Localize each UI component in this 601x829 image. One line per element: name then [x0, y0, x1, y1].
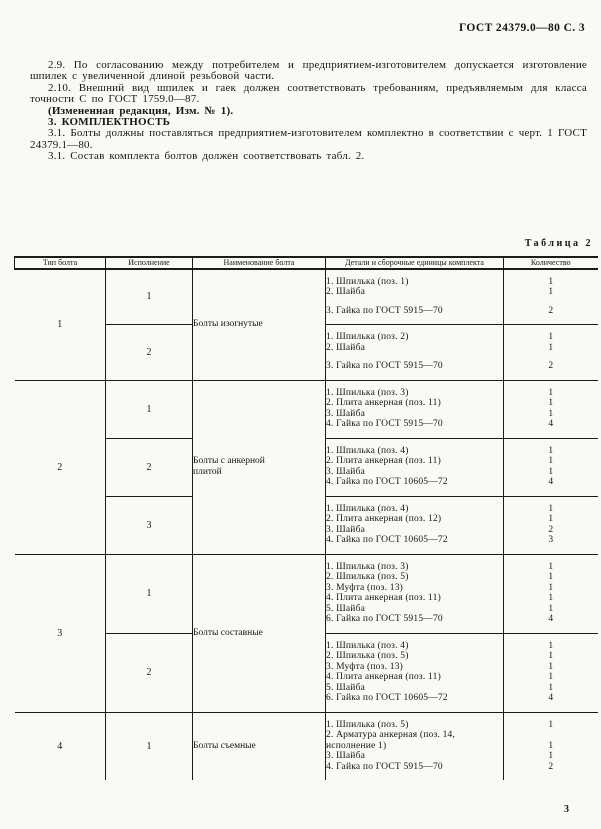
component-item: 3. Шайба — [326, 751, 504, 762]
quantity: 1 — [504, 343, 598, 354]
quantity: 1 — [504, 604, 598, 615]
quantity: 1 — [504, 651, 598, 662]
component-item: 6. Гайка по ГОСТ 10605—72 — [326, 693, 504, 712]
quantity: 1 — [504, 514, 598, 525]
execution-cell: 2 — [106, 438, 193, 496]
col-header-quantity: Количество — [504, 257, 598, 269]
component-item: 3. Муфта (поз. 13) — [326, 662, 504, 673]
component-item: 3. Муфта (поз. 13) — [326, 583, 504, 594]
quantity: 4 — [504, 419, 598, 438]
quantity: 1 — [504, 398, 598, 409]
component-item: 1. Шпилька (поз. 3) — [326, 554, 504, 572]
quantity: 1 — [504, 409, 598, 420]
component-item: 4. Гайка по ГОСТ 10605—72 — [326, 535, 504, 554]
quantity: 1 — [504, 730, 598, 751]
col-header-type: Тип болта — [15, 257, 106, 269]
quantity: 1 — [504, 712, 598, 730]
component-item: 4. Гайка по ГОСТ 5915—70 — [326, 419, 504, 438]
col-header-components: Детали и сборочные единицы комплекта — [326, 257, 504, 269]
body-text — [30, 60, 587, 163]
component-item: 1. Шпилька (поз. 5) — [326, 712, 504, 730]
component-item: 1. Шпилька (поз. 4) — [326, 496, 504, 514]
execution-cell: 2 — [106, 633, 193, 712]
component-item: 5. Шайба — [326, 683, 504, 694]
component-item: 1. Шпилька (поз. 2) — [326, 325, 504, 343]
col-header-execution: Исполнение — [106, 257, 193, 269]
component-item: 3. Шайба — [326, 467, 504, 478]
quantity: 4 — [504, 614, 598, 633]
component-item: 2. Шпилька (поз. 5) — [326, 572, 504, 583]
table-row — [15, 269, 598, 288]
execution-cell: 1 — [106, 712, 193, 780]
col-header-bolt-name: Наименование болта — [193, 257, 326, 269]
quantity: 3 — [504, 535, 598, 554]
execution-cell: 1 — [106, 380, 193, 438]
component-item: 1. Шпилька (поз. 4) — [326, 438, 504, 456]
quantity: 2 — [504, 525, 598, 536]
component-item: 2. Шайба — [326, 343, 504, 354]
bolt-name-cell: Болты составные — [193, 554, 326, 712]
component-item: 3. Шайба — [326, 525, 504, 536]
quantity: 1 — [504, 438, 598, 456]
type-cell: 2 — [15, 380, 106, 554]
header-row — [15, 257, 598, 269]
quantity: 1 — [504, 287, 598, 298]
type-cell: 1 — [15, 269, 106, 381]
quantity: 1 — [504, 662, 598, 673]
component-item: 4. Плита анкерная (поз. 11) — [326, 593, 504, 604]
quantity: 1 — [504, 751, 598, 762]
component-item: 4. Плита анкерная (поз. 11) — [326, 672, 504, 683]
component-item: 1. Шпилька (поз. 4) — [326, 633, 504, 651]
paragraph-2-9: 2.9. По согласованию между потребителем и предприятием-изготовителем допускается изготовление шпилек с увеличенной длиной резьбовой части. — [30, 59, 587, 83]
quantity: 2 — [504, 353, 598, 380]
components-table — [14, 256, 598, 780]
paragraph-2-10: 2.10. Внешний вид шпилек и гаек должен соответствовать требованиям, предъявляемым для класса точности С по ГОСТ 1759.0—87. — [30, 81, 587, 106]
gost-header: ГОСТ 24379.0—80 С. 3 — [458, 22, 585, 34]
quantity: 2 — [504, 298, 598, 325]
bolt-name-cell: Болты изогнутые — [193, 269, 326, 381]
bolt-name-cell: Болты съемные — [193, 712, 326, 780]
quantity: 2 — [504, 762, 598, 781]
amendment-note: (Измененная редакция, Изм. № 1). — [48, 104, 234, 117]
quantity: 1 — [504, 496, 598, 514]
component-item: 1. Шпилька (поз. 1) — [326, 269, 504, 288]
paragraph-3-1a: 3.1. Болты должны поставляться предприятием-изготовителем комплектно в соответствии с черт. 1 ГОСТ 24379.1—80. — [30, 127, 587, 151]
quantity: 1 — [504, 672, 598, 683]
type-cell: 4 — [15, 712, 106, 780]
execution-cell: 2 — [106, 325, 193, 381]
quantity: 1 — [504, 683, 598, 694]
component-item: 2. Шайба — [326, 287, 504, 298]
quantity: 1 — [504, 583, 598, 594]
bolt-name-cell: Болты с анкерной плитой — [193, 380, 326, 554]
component-item: 3. Шайба — [326, 409, 504, 420]
component-item: 5. Шайба — [326, 604, 504, 615]
quantity: 4 — [504, 477, 598, 496]
section-heading: 3. КОМПЛЕКТНОСТЬ — [48, 116, 171, 129]
type-cell: 3 — [15, 554, 106, 712]
component-item: 1. Шпилька (поз. 3) — [326, 380, 504, 398]
execution-cell: 3 — [106, 496, 193, 554]
quantity: 1 — [504, 593, 598, 604]
quantity: 1 — [504, 572, 598, 583]
quantity: 1 — [504, 325, 598, 343]
quantity: 1 — [504, 380, 598, 398]
table-row — [15, 380, 598, 398]
component-item: 2. Плита анкерная (поз. 11) — [326, 456, 504, 467]
quantity: 1 — [504, 456, 598, 467]
page-number: 3 — [564, 804, 569, 815]
component-item: 3. Гайка по ГОСТ 5915—70 — [326, 353, 504, 380]
execution-cell: 1 — [106, 554, 193, 633]
component-item: 2. Плита анкерная (поз. 12) — [326, 514, 504, 525]
component-item: 6. Гайка по ГОСТ 5915—70 — [326, 614, 504, 633]
execution-cell: 1 — [106, 269, 193, 325]
table-row — [15, 712, 598, 730]
paragraph-3-1b: 3.1. Состав комплекта болтов должен соответствовать табл. 2. — [48, 150, 365, 163]
quantity: 1 — [504, 467, 598, 478]
component-item: 2. Плита анкерная (поз. 11) — [326, 398, 504, 409]
table-row — [15, 554, 598, 572]
component-item: 4. Гайка по ГОСТ 10605—72 — [326, 477, 504, 496]
component-item: 4. Гайка по ГОСТ 5915—70 — [326, 762, 504, 781]
quantity: 1 — [504, 633, 598, 651]
quantity: 1 — [504, 554, 598, 572]
component-item: 3. Гайка по ГОСТ 5915—70 — [326, 298, 504, 325]
table-header — [15, 257, 598, 269]
quantity: 4 — [504, 693, 598, 712]
table-label: Таблица 2 — [524, 238, 593, 249]
quantity: 1 — [504, 269, 598, 288]
component-item: 2. Арматура анкерная (поз. 14, исполнение 1) — [326, 730, 504, 751]
component-item: 2. Шпилька (поз. 5) — [326, 651, 504, 662]
